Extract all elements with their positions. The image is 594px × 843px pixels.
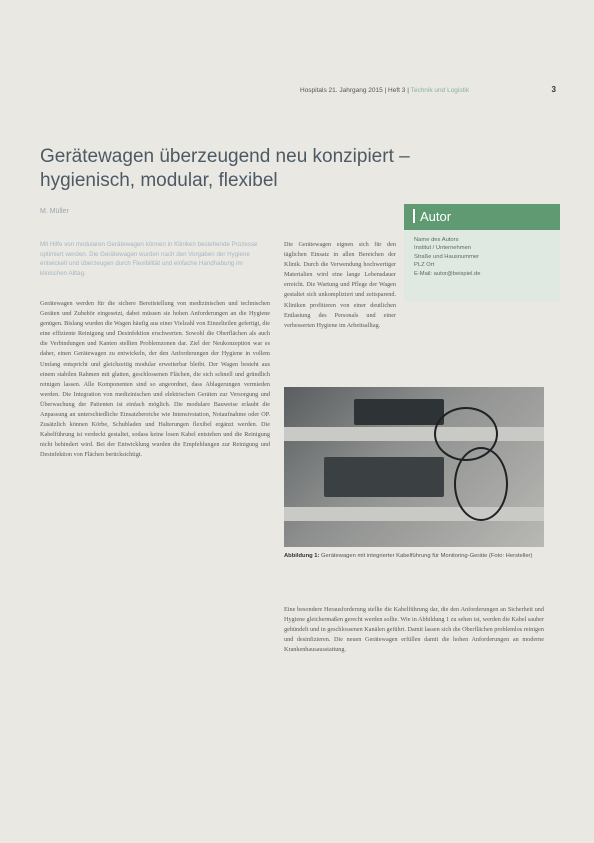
photo-device bbox=[324, 457, 444, 497]
body-paragraph: Die Gerätewagen eignen sich für den täglichen Einsatz in allen Bereichen der Klinik. Durch die Verwendung hochwertiger Materialien wird eine lange Lebensdauer erreicht. Die Wartung und Pflege der Wagen gestaltet sich unkompliziert und zeitsparend. Kliniken profitieren von einer deutlichen Entlastung des Personals und einer verbesserten Hygiene im Arbeitsalltag. bbox=[284, 241, 396, 329]
journal-info: Hospitals 21. Jahrgang 2015 | Heft 3 | bbox=[300, 87, 411, 94]
right-column-top bbox=[284, 240, 396, 331]
running-header bbox=[300, 87, 560, 94]
right-column-bottom bbox=[284, 605, 544, 655]
section-name: Technik und Logistik bbox=[410, 87, 470, 94]
body-paragraph: Eine besondere Herausforderung stellte die Kabelführung dar, die den Anforderungen an Sicherheit und Hygiene gleichermaßen gerecht werden sollte. Wie in Abbildung 1 zu sehen ist, werden die Kabel sauber gebündelt und in geschlossenen Kanälen geführt. Damit lassen sich die Oberflächen problemlos reinigen und desinfizieren. Die neuen Gerätewagen erfüllen damit die hohen Anforderungen an moderne Krankenhausausstattung. bbox=[284, 606, 544, 654]
author-line-5: E-Mail: autor@beispiel.de bbox=[414, 270, 481, 277]
author-line-1: Name des Autors bbox=[414, 237, 459, 243]
author-box-body bbox=[404, 230, 560, 284]
heading-bar-icon bbox=[413, 209, 415, 223]
author-line-2: Institut / Unternehmen bbox=[414, 245, 472, 252]
left-column bbox=[40, 299, 270, 461]
author-info-box bbox=[404, 204, 560, 302]
author-box-heading: Autor bbox=[404, 204, 560, 230]
photo-cable bbox=[454, 447, 508, 521]
figure-caption bbox=[284, 552, 544, 560]
author-line-3: Straße und Hausnummer bbox=[414, 253, 480, 260]
photo-shelf bbox=[284, 507, 544, 521]
figure-photo bbox=[284, 387, 544, 547]
author-line-4: PLZ Ort bbox=[414, 262, 435, 269]
author-byline: M. Müller bbox=[40, 208, 69, 215]
page-number: 3 bbox=[551, 85, 556, 94]
article-intro: Mit Hilfe von modularen Gerätewagen können in Kliniken bestehende Prozesse optimiert werden. Die Gerätewagen wurden nach den Vorgaben der Hygiene entwickelt und überzeugen durch Flexibilität und einfache Handhabung im klinischen Alltag. bbox=[40, 241, 258, 277]
body-paragraph: Gerätewagen werden für die sichere Bereitstellung von medizinischen und technischen Geräten und Zubehör eingesetzt, dabei müssen sie hohen Anforderungen an die Hygiene genügen. Bislang wurden die Wagen häufig aus einer Vielzahl von Einzelteilen gefertigt, die eine effiziente Reinigung und Desinfektion erschwerten. Sowohl die Oberflächen als auch die Verbindungen und Kanten stellten Problemzonen dar. Ziel der Neukonzeption war es daher, einen Gerätewagen zu entwickeln, der den Anforderungen der Hygiene in vollem Umfang entspricht und gleichzeitig modular erweiterbar bleibt. Der Wagen besteht aus einem stabilen Rahmen mit glatten, geschlossenen Flächen, die sich schnell und gründlich reinigen lassen. Alle Komponenten sind so angeordnet, dass Ablagerungen vermieden werden. Die Integration von medizinischen und elektrischen Geräten zur Versorgung und Überwachung der Patienten ist einfach möglich. Die modulare Bauweise erlaubt die Anpassung an unterschiedliche Einsatzbereiche wie Intensivstation, Notaufnahme oder OP. Zusätzlich können Körbe, Schubladen und Halterungen flexibel ergänzt werden. Die Kabelführung ist verdeckt gestaltet, sodass keine losen Kabel entstehen und die Reinigung nicht behindert wird. Bei der Entwicklung wurden die Empfehlungen zur Reinigung und Desinfektion von Flächen berücksichtigt. bbox=[40, 300, 270, 459]
photo-device bbox=[354, 399, 444, 425]
caption-text: Gerätewagen mit integrierter Kabelführung für Monitoring-Geräte (Foto: Hersteller) bbox=[321, 553, 533, 559]
photo-shelf bbox=[284, 427, 544, 441]
caption-label: Abbildung 1: bbox=[284, 553, 320, 559]
article-title: Gerätewagen überzeugend neu konzipiert – hygienisch, modular, flexibel bbox=[40, 146, 410, 191]
